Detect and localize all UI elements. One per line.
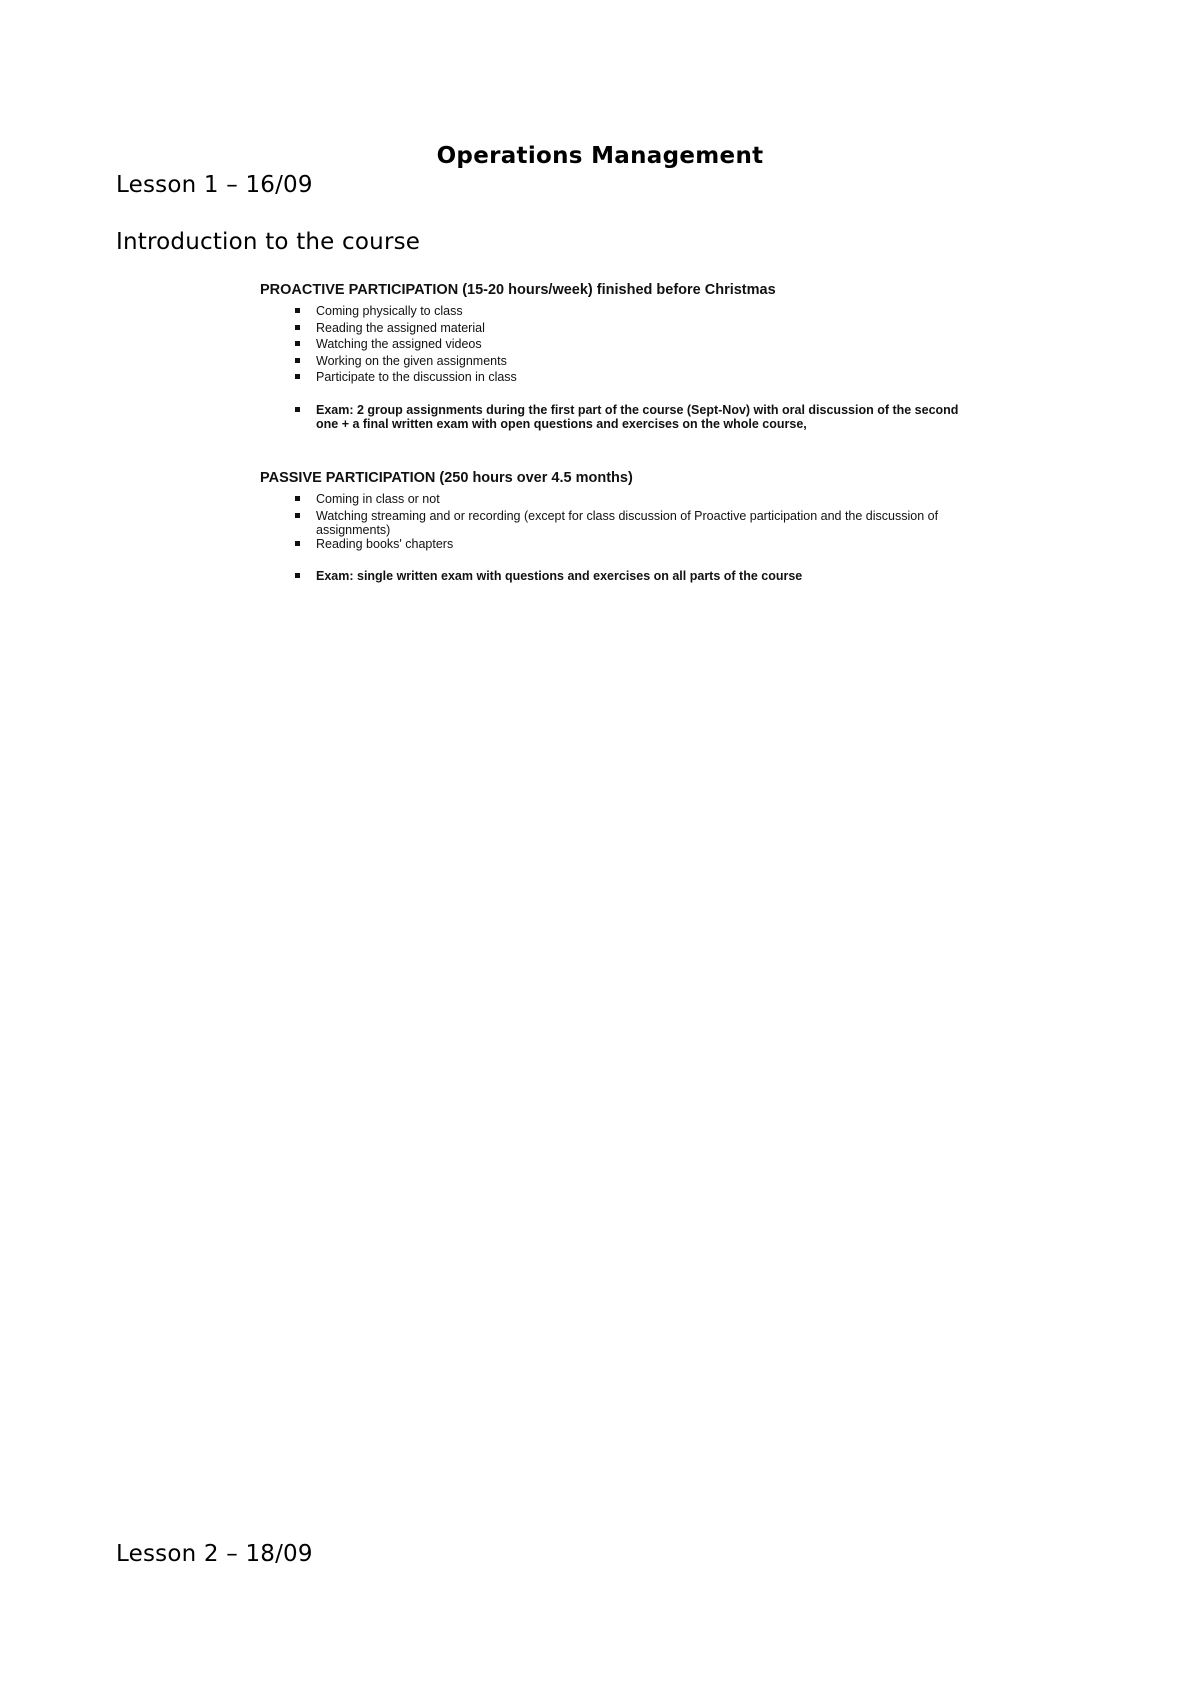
- bullet-icon: [295, 374, 300, 379]
- passive-list: [258, 492, 978, 586]
- bullet-icon: [295, 513, 300, 518]
- document-title: Operations Management: [436, 143, 764, 169]
- list-item-text: Coming in class or not: [316, 492, 440, 506]
- list-item-text: Coming physically to class: [316, 304, 463, 318]
- lesson-1-heading: Lesson 1 – 16/09: [116, 172, 313, 198]
- list-item-text: Working on the given assignments: [316, 353, 507, 368]
- course-slide-image: [258, 282, 978, 594]
- bullet-icon: [295, 496, 300, 501]
- list-item-text: Reading books' chapters: [316, 536, 454, 551]
- bullet-icon: [295, 341, 300, 346]
- bullet-icon: [295, 308, 300, 313]
- list-item: [258, 537, 978, 554]
- bullet-icon: [295, 541, 300, 546]
- list-item: [258, 304, 978, 321]
- passive-heading: PASSIVE PARTICIPATION (250 hours over 4.5 months): [260, 470, 633, 486]
- spacer: [258, 553, 978, 569]
- spacer: [258, 387, 978, 403]
- proactive-heading: PROACTIVE PARTICIPATION (15-20 hours/week) finished before Christmas: [260, 282, 776, 298]
- bullet-icon: [295, 573, 300, 578]
- intro-heading: Introduction to the course: [116, 229, 421, 255]
- lesson-2-heading: Lesson 2 – 18/09: [116, 1541, 313, 1567]
- list-item: [258, 321, 978, 338]
- bullet-icon: [295, 325, 300, 330]
- list-item-text: Participate to the discussion in class: [316, 370, 517, 384]
- list-item-text: Watching the assigned videos: [316, 337, 482, 351]
- list-item: [258, 337, 978, 354]
- proactive-exam-item: [258, 403, 978, 431]
- bullet-icon: [295, 407, 300, 412]
- proactive-list: [258, 304, 978, 431]
- list-item: [258, 370, 978, 387]
- list-item-text: Reading the assigned material: [316, 320, 485, 335]
- list-item: [258, 509, 978, 537]
- list-item: [258, 492, 978, 509]
- bullet-icon: [295, 358, 300, 363]
- list-item-text: Watching streaming and or recording (except for class discussion of Proactive participation and the discussion of assignments): [316, 508, 939, 537]
- passive-exam-item: [258, 569, 978, 586]
- passive-exam-text: Exam: single written exam with questions and exercises on all parts of the course: [316, 569, 803, 583]
- list-item: [258, 354, 978, 371]
- proactive-exam-text: Exam: 2 group assignments during the first part of the course (Sept-Nov) with oral discussion of the second one + a final written exam with open questions and exercises on the whole course,: [316, 402, 959, 431]
